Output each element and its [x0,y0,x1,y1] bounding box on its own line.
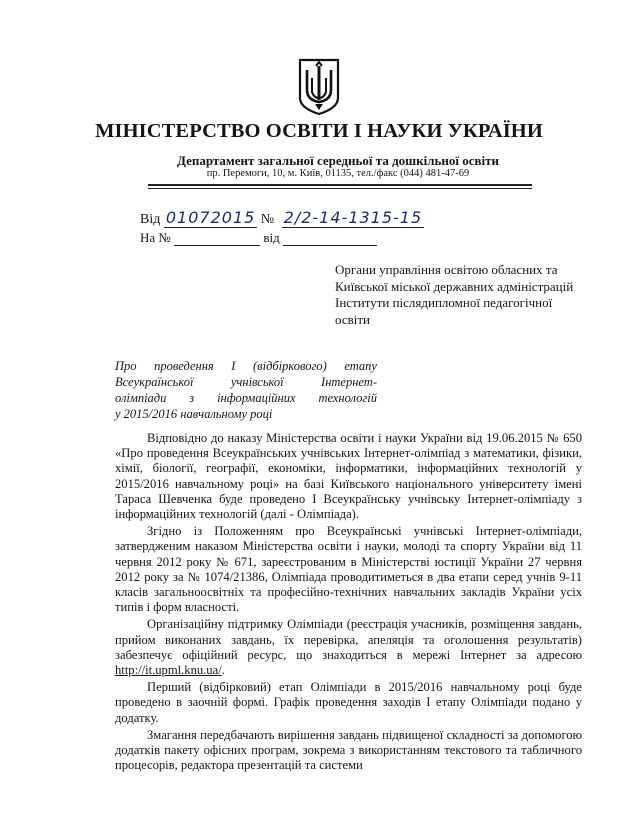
re-number-blank [174,245,260,246]
letterhead-rule-thick [148,184,532,186]
department-name: Департамент загальної середньої та дошкільної освіти [176,153,500,168]
handwritten-date: 01072015 [165,208,256,227]
ministry-title: МІНІСТЕРСТВО ОСВІТИ І НАУКИ УКРАЇНИ [95,120,543,142]
subject-line: олімпіади з інформаційних технологій [115,391,377,405]
body-paragraph: Перший (відбірковий) етап Олімпіади в 2015/2016 навчальному році буде проведено в заочній формі. Графік проведення заходів І етапу Олімпіади подано у додатку. [115,680,582,725]
olympiad-website-link[interactable]: http://it.upml.knu.ua/ [115,663,222,678]
number-label: № [260,212,275,227]
re-from-blank [283,245,377,246]
letter-body [115,431,582,773]
department-address: пр. Перемоги, 10, м. Київ, 01135, тел./факс (044) 481-47-69 [206,168,470,179]
re-number-label: На № [140,230,171,245]
incoming-reference [140,230,377,246]
handwritten-number: 2/2-14-1315-15 [283,208,423,227]
from-label: Від [140,212,161,227]
subject-block [115,358,377,422]
subject-line: Про проведення І (відбіркового) етапу [115,359,377,373]
body-paragraph [115,617,582,678]
body-paragraph: Змагання передбачають вирішення завдань підвищеної складності за допомогою додатків пакету офісних програм, зокрема з використанням текстового та табличного процесорів, редактора презентацій та системи [115,727,582,773]
trident-emblem-icon [297,58,341,116]
re-from-label: від [263,230,280,245]
body-paragraph: Відповідно до наказу Міністерства освіти і науки України від 19.06.2015 № 650 «Про проведення Всеукраїнських учнівських Інтернет-олімпіад з математики, фізики, хімії, біології, географії, економіки, інформатики, інформаційних технологій у 2015/2016 навчальному році» на базі Київського національного університету імені Тараса Шевченка буде проведено І Всеукраїнську учнівську Інтернет-олімпіаду з інформаційних технологій (далі - Олімпіада). [115,431,582,522]
letterhead-rule-thin [148,188,532,189]
subject-line: Всеукраїнської учнівської Інтернет- [115,375,377,389]
paragraph-text: Організаційну підтримку Олімпіади (реєстрація учасників, розміщення завдань, прийом виконаних завдань, їх перевірка, апеляція та оголошення результатів) забезпечує офіційний ресурс, що знаходиться в мережі Інтернет за адресою [115,617,582,662]
paragraph-end: . [221,663,225,678]
recipient-block: Органи управління освітою обласних та Київської міської державних адміністрацій Інститути післядипломної педагогічної освіти [335,262,574,327]
body-paragraph: Згідно із Положенням про Всеукраїнські учнівські Інтернет-олімпіади, затвердженим наказом Міністерства освіти і науки, молоді та спорту України від 11 червня 2012 року № 671, зареєстрованим в Міністерстві юстиції України 27 червня 2012 року за № 1074/21386, Олімпіада проводитиметься в два етапи серед учнів 9-11 класів загальноосвітніх та професійно-технічних навчальних закладів України усіх типів і форм власності. [115,524,582,615]
outgoing-reference [140,208,424,228]
subject-line: у 2015/2016 навчальному році [115,407,273,421]
